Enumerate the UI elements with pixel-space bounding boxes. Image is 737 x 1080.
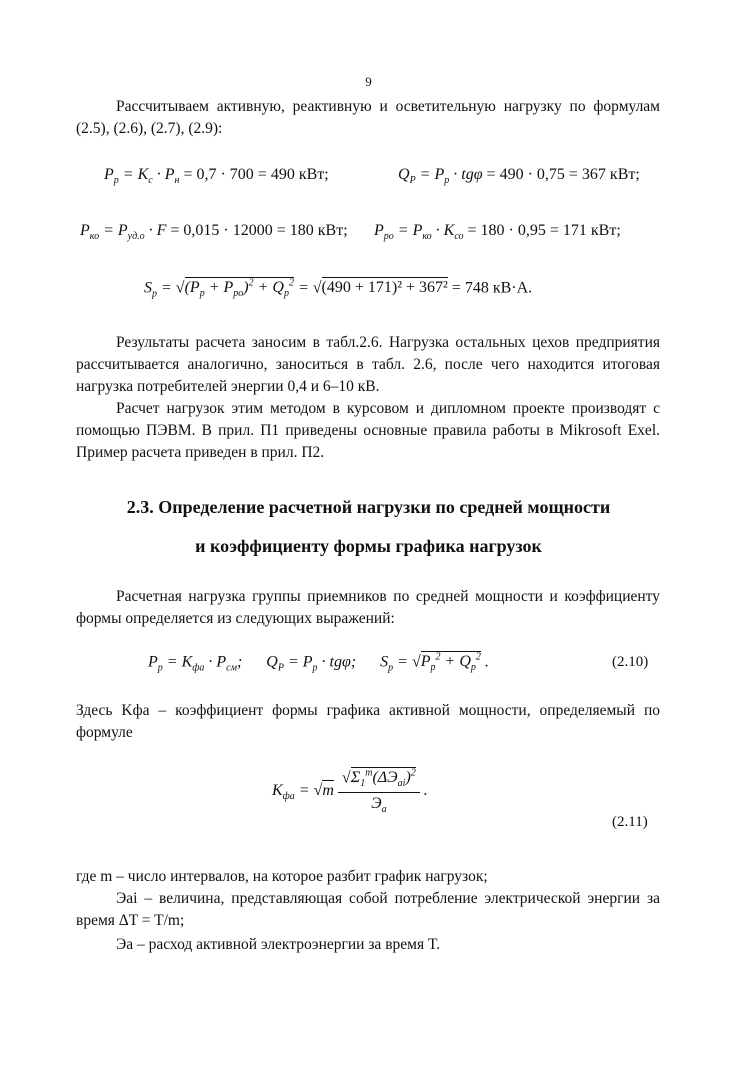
eq3-rhs: = 0,015 · 12000 = 180 кВт;: [170, 222, 348, 239]
equation-number-2-11: (2.11): [612, 814, 648, 830]
equation-line-4: $P_{ро} = P_{ко} \cdot K_{со} = 180 \cdot 0,95 = 171$ кВт;: [374, 222, 621, 243]
paragraph-where-Ea: Эа – расход активной электроэнергии за время T.: [116, 936, 441, 953]
equation-line-3: $P_{ко} = P_{уд.о} \cdot F = 0,015 \cdot 12000 = 180$ кВт;: [80, 222, 348, 243]
paragraph-here: Здесь Kфа – коэффициент формы графика активной мощности, определяемый по формуле: [76, 702, 660, 741]
eq2-rhs: = 490 · 0,75 = 367 кВт;: [486, 166, 640, 183]
eq4-rhs: = 180 · 0,95 = 171 кВт;: [467, 222, 621, 239]
paragraph-where-m: где m – число интервалов, на которое разбит график нагрузок;: [76, 868, 488, 885]
equation-2-10: $P_р = K_{фа} \cdot P_{см}$; $Q_P = P_р \cdot tg\varphi$; $S_р = √P_р^2 + Q_р^2$ .: [148, 652, 489, 674]
equation-line-5: $S_р = √(P_р + P_{ро})^2 + Q_р^2 = √(490 + 171)^2 + 367^2 = 748$ кВ·А.: [144, 278, 533, 300]
paragraph-intro: Рассчитываем активную, реактивную и осветительную нагрузку по формулам (2.5), (2.6), (2.7), (2.9):: [76, 98, 660, 137]
section-heading-line-1: 2.3. Определение расчетной нагрузки по средней мощности: [126, 497, 611, 517]
eq1-rhs: = 0,7 · 700 = 490 кВт;: [183, 166, 329, 183]
page-number: 9: [365, 74, 372, 89]
equation-line-1: $P_р = K_с \cdot P_н = 0,7 \cdot 700 = 490$ кВт;: [104, 166, 329, 187]
paragraph-where-dEa: Эаi – величина, представляющая собой потребление электрической энергии за время ΔT = T/m;: [76, 890, 660, 929]
equation-2-11: $K_{фа} = √m$ $\frac{√\Sigma_1^m(\Delta Э_{аi})^2}{Э_а}$ .: [272, 768, 428, 815]
section-heading-line-2: и коэффициенту формы графика нагрузок: [195, 536, 542, 556]
paragraph-section-intro: Расчетная нагрузка группы приемников по средней мощности и коэффициенту формы определяется из следующих выражений:: [76, 588, 660, 627]
paragraph-method: Расчет нагрузок этим методом в курсовом и дипломном проекте производят с помощью ПЭВМ. В прил. П1 приведены основные правила работы в Mikrosoft Exel. Пример расчета приведен в прил. П2.: [76, 400, 660, 461]
eq5-mid: (490 + 171)² + 367²: [321, 279, 448, 297]
equation-number-2-10: (2.10): [612, 654, 649, 670]
eq5-rhs: = 748 кВ·А.: [451, 279, 533, 297]
equation-line-2: $Q_P = P_р \cdot tg\varphi = 490 \cdot 0,75 = 367$ кВт;: [398, 166, 640, 187]
paragraph-results: Результаты расчета заносим в табл.2.6. Нагрузка остальных цехов предприятия рассчитывается аналогично, заноситься в табл. 2.6, после чего находится итоговая нагрузка потребителей энергии 0,4 и 6–10 кВ.: [76, 334, 660, 395]
